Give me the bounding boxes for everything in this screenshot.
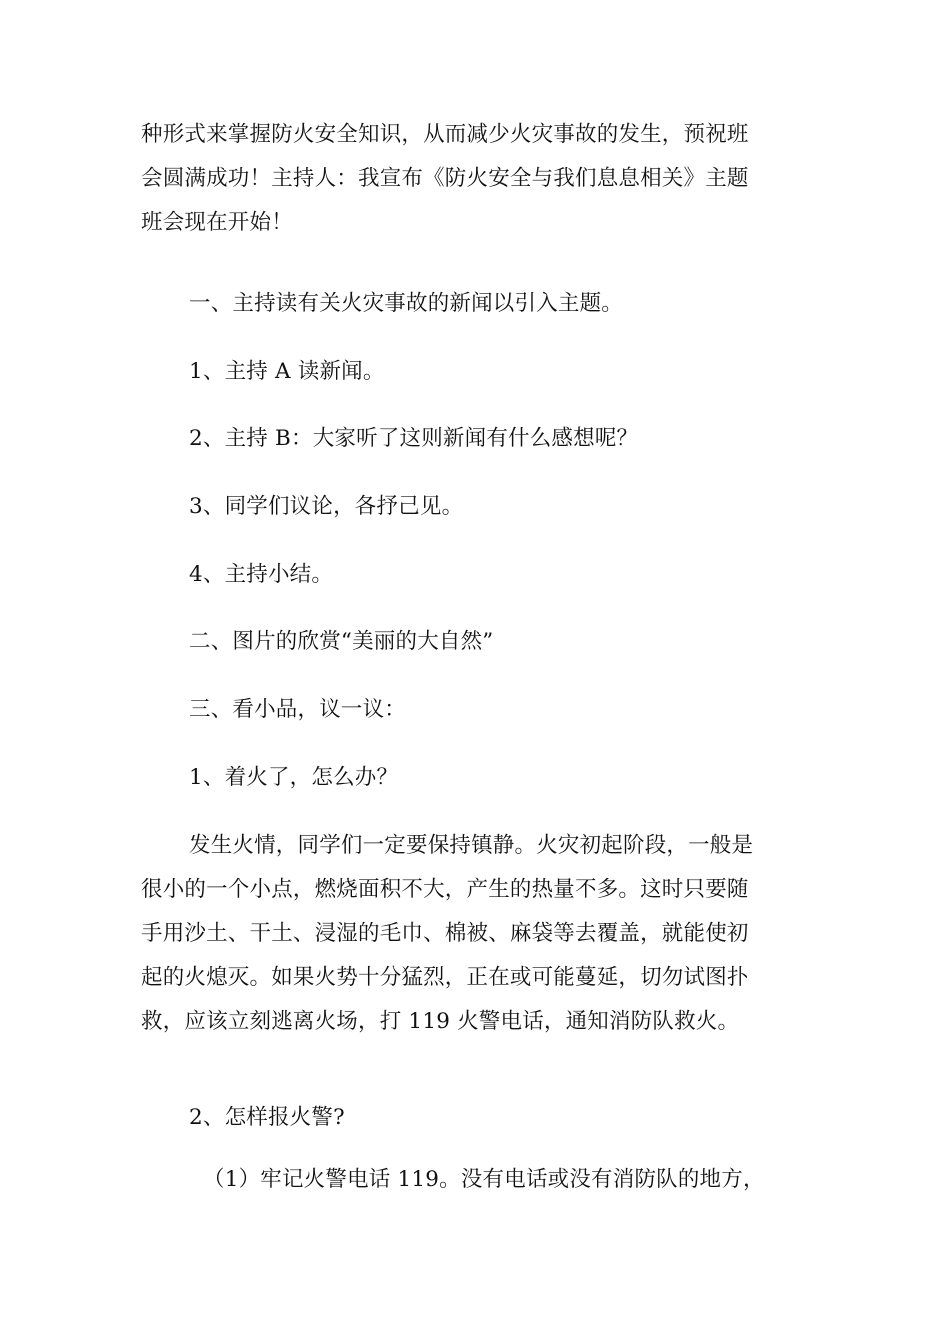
text-line: 手用沙土、干土、浸湿的毛巾、棉被、麻袋等去覆盖，就能使初 [141,921,749,946]
list-item-1 [141,350,859,394]
list-item-remember-119 [141,1158,873,1202]
text-line: 2、主持 B：大家听了这则新闻有什么感想呢？ [189,426,639,451]
text-line: 1、主持 A 读新闻。 [189,359,385,384]
text-line: 种形式来掌握防火安全知识，从而减少火灾事故的发生，预祝班 [141,122,749,147]
text-line: 一、主持读有关火灾事故的新闻以引入主题。 [189,291,624,316]
list-item-2 [141,417,859,461]
text-line: 救，应该立刻逃离火场，打 119 火警电话，通知消防队救火。 [141,1009,740,1034]
section-heading-1 [141,282,859,326]
subheading-fire [141,756,859,800]
text-line: 班会现在开始！ [141,210,293,235]
text-line: 3、同学们议论，各抒己见。 [189,494,464,519]
text-line: 4、主持小结。 [189,562,334,587]
text-line: 2、怎样报火警? [189,1105,345,1130]
text-line: 很小的一个小点，燃烧面积不大，产生的热量不多。这时只要随 [141,877,749,902]
text-line: 会圆满成功！主持人：我宣布《防火安全与我们息息相关》主题 [141,166,749,191]
list-item-4 [141,553,859,597]
text-line: 1、着火了，怎么办？ [189,765,399,790]
text-line: 二、图片的欣赏“美丽的大自然” [189,629,494,654]
text-line: 起的火熄灭。如果火势十分猛烈，正在或可能蔓延，切勿试图扑 [141,965,749,990]
paragraph-fire-advice [141,824,811,1044]
text-line: （1）牢记火警电话 119。没有电话或没有消防队的地方， [203,1167,765,1192]
text-line: 发生火情，同学们一定要保持镇静。火灾初起阶段，一般是 [189,833,754,858]
paragraph-intro [141,113,811,245]
text-line: 三、看小品，议一议： [189,697,407,722]
list-item-3 [141,485,859,529]
section-heading-2 [141,620,859,664]
subheading-report [141,1096,859,1140]
section-heading-3 [141,688,859,732]
